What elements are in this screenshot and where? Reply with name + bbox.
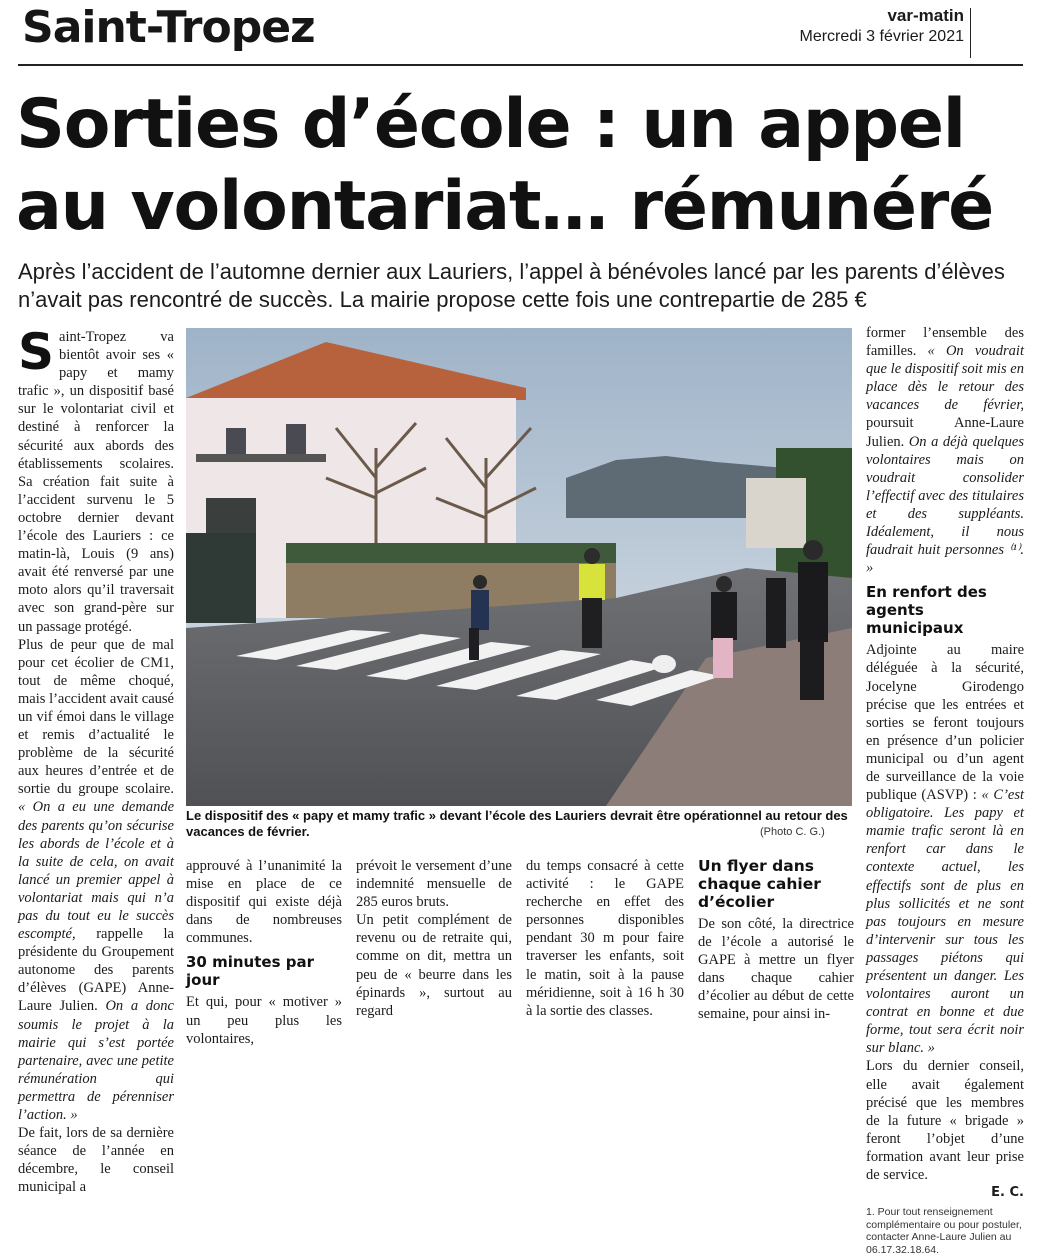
photo-credit: (Photo C. G.)	[760, 826, 825, 838]
paragraph: De son côté, la directrice de l’école a autorisé le GAPE à mettre un flyer dans chaque cahier d’écolier au début de cette semaine, pour ainsi in-	[698, 916, 854, 1023]
quote-text: « C’est obligatoire. Les papy et mamie trafic seront là en renfort car dans le contexte actuel, les effectifs sont de plus en plus sollicités et ne sont pas toujours en mesure d’intervenir sur tous les passages piétons qui présentent un danger. Les volontaires auront un contrat en bonne et due forme, tout sera écrit noir sur blanc. »	[866, 787, 1025, 1057]
street-crossing-photo	[186, 328, 852, 806]
newspaper-name: var-matin	[887, 6, 964, 25]
paragraph: Lors du dernier conseil, elle avait également précisé que les membres de la future « brigade » feront l’objet d’une formation avant leur prise de service.	[866, 1058, 1024, 1184]
article-column-5	[698, 857, 854, 1024]
header-rule	[18, 64, 1023, 66]
subheading: En renfort des agents municipaux	[866, 583, 987, 638]
article-column-4	[526, 857, 684, 1020]
paragraph-text: poursuit Anne-Laure Julien.	[866, 415, 1024, 450]
subheading: 30 minutes par jour	[186, 953, 314, 990]
masthead	[799, 6, 964, 46]
paragraph: De fait, lors de sa dernière séance de l’année en décembre, le conseil municipal a	[18, 1125, 174, 1196]
paragraph-text: aint-Tropez va bientôt avoir ses « papy et mamy trafic », un dispositif basé sur le volontariat civil et destiné à renforcer la sécurité aux abords des établissements scolaires. Sa création fait suite à l’accident survenu le 5 octobre dernier devant l’école des Lauriers : ce matin-là, Louis (9 ans) avait été renversé par une moto alors qu’il traversait avec son grand-père sur un passage protégé.	[18, 329, 174, 635]
paragraph: Un petit complément de revenu ou de retraite qui, comme on dit, mettra un peu de « beurre dans les épinards », surtout au regard	[356, 912, 512, 1019]
standfirst: Après l’accident de l’automne dernier aux Lauriers, l’appel à bénévoles lancé par les parents d’élèves n’avait pas rencontré de succès. La mairie propose cette fois une contrepartie de 285 €	[18, 259, 1005, 312]
masthead-divider	[970, 8, 971, 58]
article-column-1	[18, 323, 174, 1197]
paragraph: du temps consacré à cette activité : le GAPE recherche en effet des personnes disponibles pendant 30 m pour faire traverser les enfants, soit le matin, soit à la pause méridienne, soit à 16 h 30 à la sortie des classes.	[526, 858, 684, 1019]
paragraph: prévoit le versement d’une indemnité mensuelle de 285 euros bruts.	[356, 858, 512, 911]
paragraph	[866, 641, 1024, 1057]
paragraph	[18, 323, 174, 636]
quote-text: « On a eu une demande des parents qu’on sécurise les abords de l’école et à la suite de cela, on avait lancé un premier appel à volontariat mais qui n’a pas du tout eu le succès escompté,	[18, 799, 174, 943]
footnote: 1. Pour tout renseignement complémentaire ou pour postuler, contacter Anne-Laure Julien au 06.17.32.18.64.	[866, 1206, 1022, 1256]
article-column-3	[356, 857, 512, 1020]
section-title: Saint-Tropez	[22, 2, 315, 53]
paragraph: Et qui, pour « motiver » un peu plus les volontaires,	[186, 994, 342, 1047]
gate	[186, 533, 256, 623]
quote-text: On a donc soumis le projet à la mairie qui s’est portée partenaire, avec une petite rémunération qui permettra de pérenniser l’action. »	[18, 998, 174, 1124]
drop-cap: S	[18, 323, 55, 381]
headline-line-2: au volontariat… rémunéré	[16, 167, 994, 246]
paragraph	[18, 636, 174, 1125]
article-column-2	[186, 857, 342, 1048]
photo-caption: Le dispositif des « papy et mamy trafic » devant l’école des Lauriers devrait être opérationnel au retour des vacances de février.	[186, 808, 848, 839]
headline-line-1: Sorties d’école : un appel	[16, 85, 965, 164]
paragraph-text: rappelle la présidente du Groupement autonome des parents d’élèves (GAPE) Anne-Laure Julien.	[18, 926, 174, 1015]
paragraph	[866, 324, 1024, 577]
headline	[16, 84, 1036, 248]
author-signature: E. C.	[991, 1185, 1024, 1201]
publication-date: Mercredi 3 février 2021	[799, 28, 964, 45]
article-photo	[186, 328, 852, 806]
quote-text: On a déjà quelques volontaires mais on voudrait consolider l’effectif avec des titulaires et des suppléants. Idéalement, il nous faudrait huit personnes ⁽¹⁾. »	[866, 433, 1024, 577]
paragraph-text: former l’ensemble des familles.	[866, 325, 1024, 360]
subheading: Un flyer dans chaque cahier d’écolier	[698, 857, 821, 911]
quote-text: « On voudrait que le dispositif soit mis en place dès le retour des vacances de février,	[866, 343, 1024, 414]
paragraph-text: Plus de peur que de mal pour cet écolier de CM1, tout de même choqué, mais l’accident avait causé un vif émoi dans le village et remis d’actualité le problème de la sécurité aux heures d’entrée et de sortie du groupe scolaire.	[18, 636, 174, 798]
article-column-6	[866, 324, 1024, 1256]
paragraph: approuvé à l’unanimité la mise en place de ce dispositif qui existe déjà dans de nombreuses communes.	[186, 858, 342, 947]
paragraph-text: Adjointe au maire déléguée à la sécurité, Jocelyne Girodengo précise que les entrées et sorties se feront toujours en présence d’un policier municipal ou d’un agent de surveillance de la voie publique (ASVP) :	[866, 642, 1024, 804]
